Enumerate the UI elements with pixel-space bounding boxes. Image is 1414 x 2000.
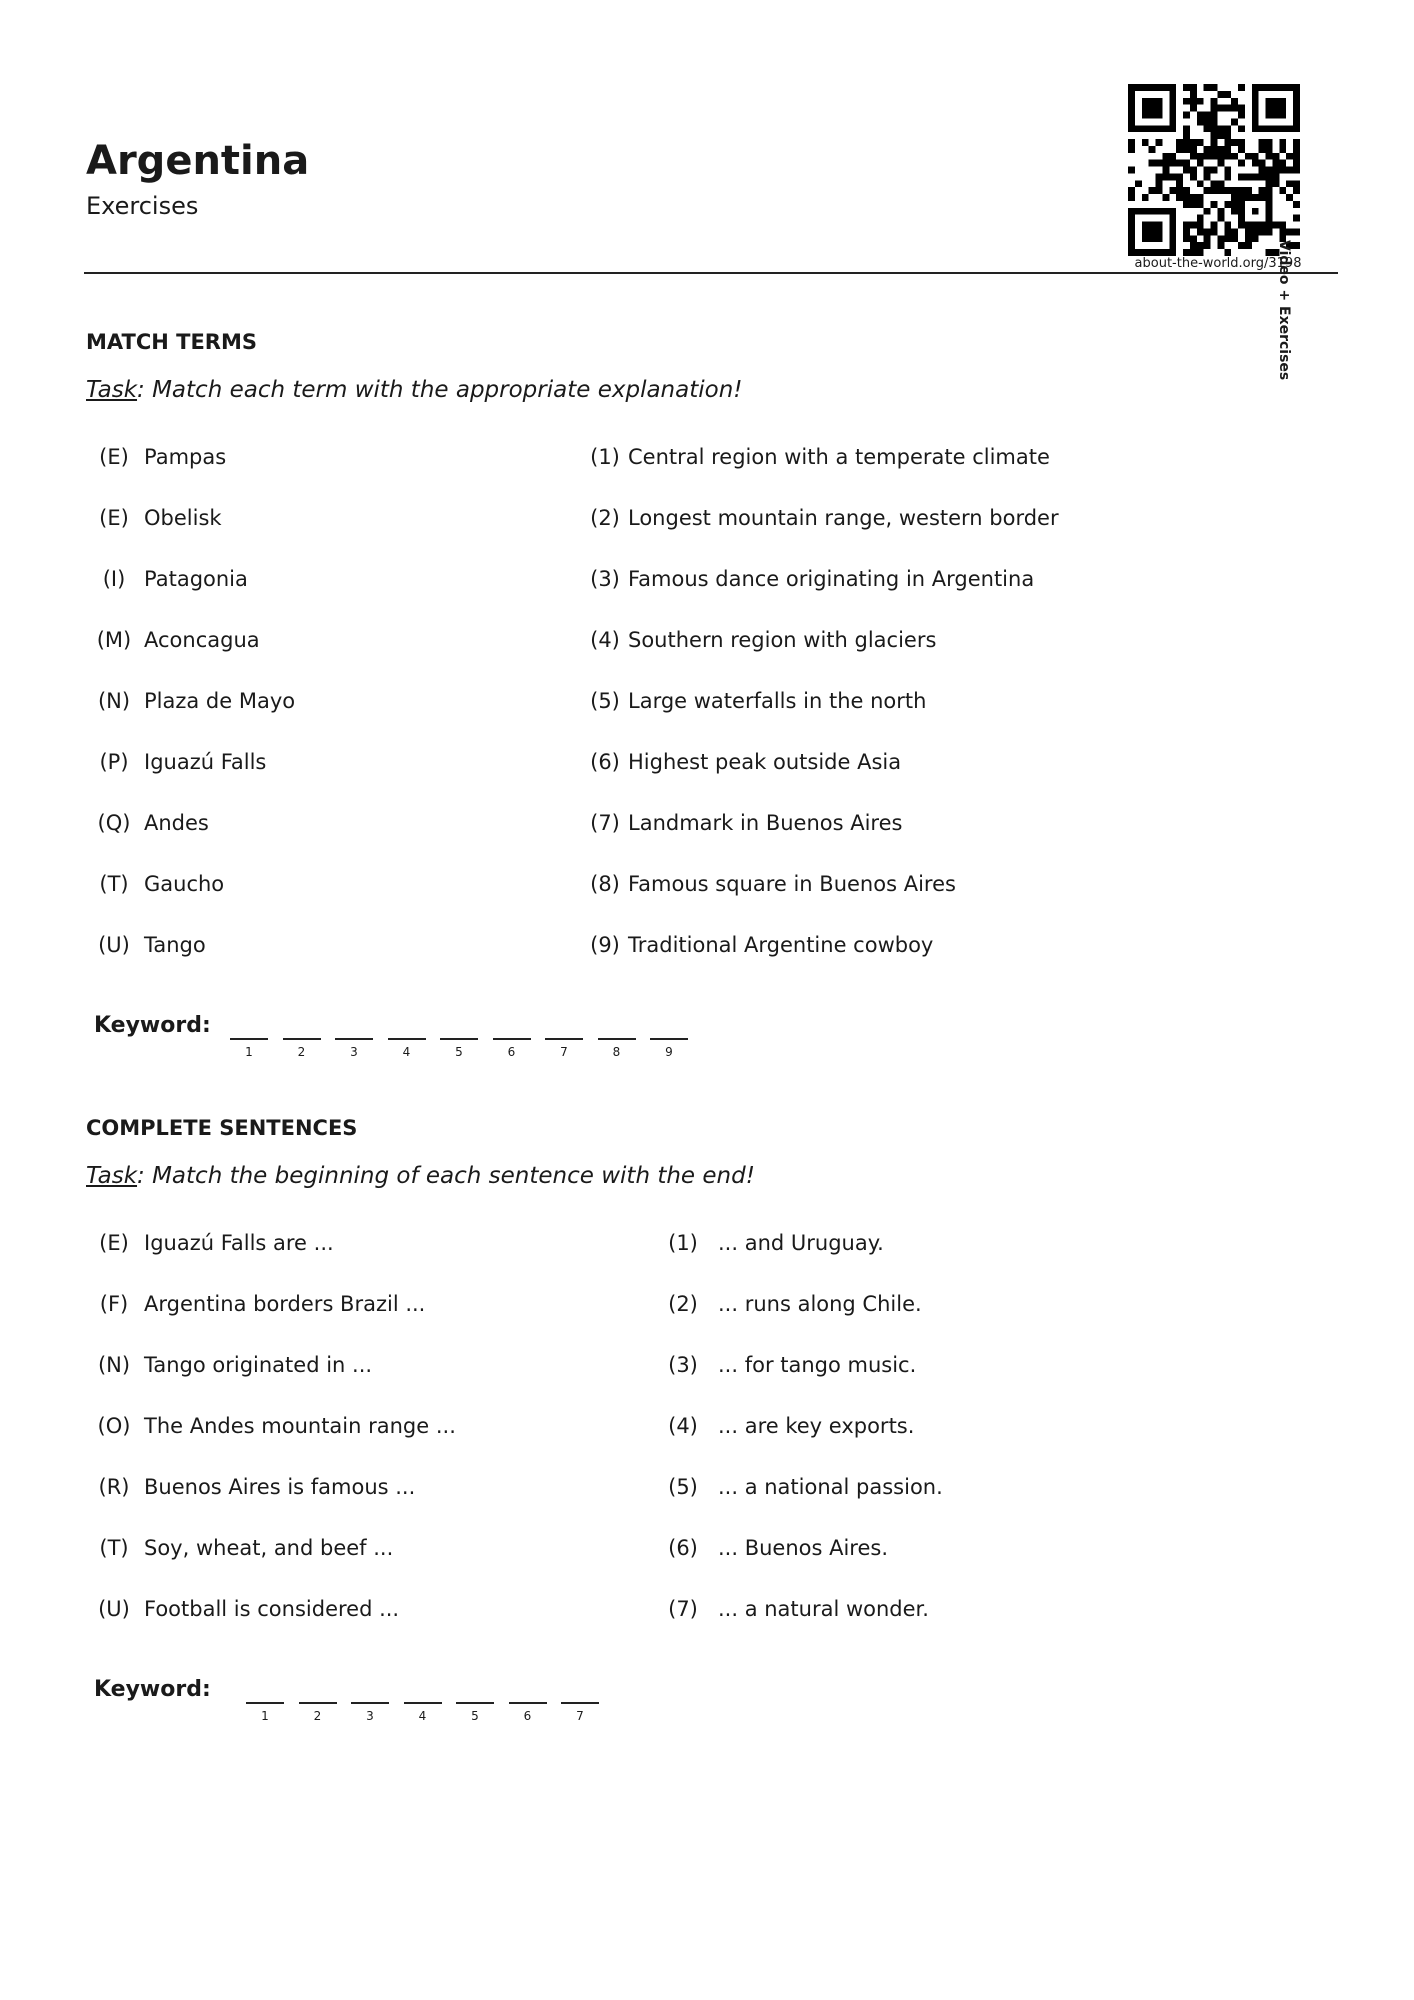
item-code: (3) [590,567,620,591]
keyword-blank[interactable] [561,1702,599,1704]
item-code: (I) [102,567,126,591]
list-item [92,930,206,960]
item-text: Southern region with glaciers [628,628,937,652]
item-code: (T) [99,872,129,896]
task-label: Task [86,377,138,403]
list-item [666,1350,916,1380]
keyword-slot-number: 4 [402,1044,411,1059]
item-text: Large waterfalls in the north [628,689,927,713]
list-item [92,625,260,655]
keyword-blank[interactable] [440,1038,478,1040]
item-text: Buenos Aires is famous ... [144,1475,416,1499]
item-code: (F) [99,1292,129,1316]
item-text: ... and Uruguay. [718,1231,884,1255]
item-text: Landmark in Buenos Aires [628,811,903,835]
keyword-blank[interactable] [404,1702,442,1704]
list-item [92,1472,415,1502]
item-text: Iguazú Falls are ... [144,1231,334,1255]
item-code: (M) [96,628,132,652]
item-text: ... a natural wonder. [718,1597,929,1621]
item-text: Obelisk [144,506,222,530]
keyword-blank[interactable] [650,1038,688,1040]
item-text: Gaucho [144,872,225,896]
item-code: (8) [590,872,620,896]
keyword-slot[interactable] [598,1038,636,1059]
keyword-slot[interactable] [650,1038,688,1059]
keyword-slot-number: 5 [455,1044,463,1059]
keyword-slot[interactable] [561,1702,599,1723]
item-code: (R) [98,1475,130,1499]
keyword-slot[interactable] [283,1038,321,1059]
keyword-slot-number: 7 [576,1708,584,1723]
item-code: (P) [99,750,129,774]
item-code: (5) [590,689,620,713]
item-code: (T) [99,1536,129,1560]
item-text: Plaza de Mayo [144,689,296,713]
list-item [92,564,248,594]
item-text: Central region with a temperate climate [628,445,1050,469]
keyword-slot[interactable] [456,1702,494,1723]
list-item [666,1289,922,1319]
item-text: Andes [144,811,209,835]
item-text: Tango [144,933,206,957]
item-code: (3) [668,1353,698,1377]
keyword-slot[interactable] [493,1038,531,1059]
item-code: (N) [97,1353,131,1377]
item-code: (1) [590,445,620,469]
list-item [92,503,222,533]
list-item [588,808,902,838]
page-title: Argentina [86,138,310,184]
list-item [588,686,926,716]
keyword-slot-number: 3 [350,1044,358,1059]
keyword-slot[interactable] [388,1038,426,1059]
qr-url[interactable]: about-the-world.org/3198 [1134,256,1302,271]
keyword-blank[interactable] [230,1038,268,1040]
item-code: (O) [97,1414,131,1438]
item-code: (U) [98,1597,130,1621]
page-subtitle: Exercises [86,192,199,220]
match-terms-heading: MATCH TERMS [86,330,258,354]
keyword-blank[interactable] [246,1702,284,1704]
list-item [588,930,933,960]
complete-sentences-heading: COMPLETE SENTENCES [86,1116,358,1140]
list-item [666,1228,884,1258]
item-code: (Q) [97,811,131,835]
keyword-slot-number: 4 [418,1708,427,1723]
keyword-blank[interactable] [509,1702,547,1704]
item-text: Iguazú Falls [144,750,267,774]
keyword-blank[interactable] [493,1038,531,1040]
match-terms-keyword-label: Keyword: [94,1013,211,1038]
item-text: ... a national passion. [718,1475,943,1499]
keyword-blank[interactable] [456,1702,494,1704]
list-item [588,442,1050,472]
complete-sentences-keyword-label: Keyword: [94,1677,211,1702]
item-code: (7) [668,1597,698,1621]
list-item [666,1411,914,1441]
keyword-slot-number: 6 [507,1044,516,1059]
item-text: Tango originated in ... [144,1353,373,1377]
list-item [92,869,224,899]
task-text: : Match the beginning of each sentence with the end! [137,1163,755,1189]
list-item [92,686,295,716]
keyword-blank[interactable] [388,1038,426,1040]
item-code: (9) [590,933,620,957]
keyword-slot-number: 6 [523,1708,532,1723]
keyword-blank[interactable] [299,1702,337,1704]
keyword-slot-number: 8 [612,1044,621,1059]
item-code: (4) [590,628,620,652]
item-text: Football is considered ... [144,1597,400,1621]
keyword-blank[interactable] [351,1702,389,1704]
qr-code[interactable] [1126,84,1302,256]
task-label: Task [86,1163,138,1189]
item-text: Patagonia [144,567,248,591]
item-text: ... are key exports. [718,1414,915,1438]
keyword-slot[interactable] [230,1038,268,1059]
item-text: Soy, wheat, and beef ... [144,1536,394,1560]
list-item [92,1228,334,1258]
keyword-blank[interactable] [335,1038,373,1040]
item-text: Highest peak outside Asia [628,750,902,774]
list-item [92,1411,456,1441]
item-code: (U) [98,933,130,957]
list-item [588,564,1034,594]
item-code: (E) [99,506,129,530]
keyword-slot-number: 1 [245,1044,253,1059]
match-terms-task [86,377,743,403]
list-item [92,1350,372,1380]
item-code: (N) [97,689,131,713]
keyword-blank[interactable] [283,1038,321,1040]
keyword-slot-number: 2 [313,1708,322,1723]
list-item [666,1533,888,1563]
list-item [92,808,209,838]
list-item [588,869,956,899]
keyword-slot[interactable] [509,1702,547,1723]
qr-side-label: Video + Exercises [1276,240,1292,381]
keyword-slot-number: 9 [665,1044,673,1059]
item-code: (4) [668,1414,698,1438]
item-code: (E) [99,445,129,469]
header-divider [84,272,1338,274]
item-code: (6) [590,750,620,774]
keyword-slot[interactable] [335,1038,373,1059]
keyword-slot-number: 3 [366,1708,374,1723]
item-text: ... runs along Chile. [718,1292,922,1316]
complete-sentences-task [86,1163,755,1189]
item-code: (E) [99,1231,129,1255]
keyword-slot-number: 5 [471,1708,479,1723]
keyword-slot[interactable] [440,1038,478,1059]
keyword-blank[interactable] [598,1038,636,1040]
keyword-slot[interactable] [246,1702,284,1723]
item-code: (1) [668,1231,698,1255]
list-item [588,747,901,777]
keyword-slot[interactable] [351,1702,389,1723]
item-code: (7) [590,811,620,835]
item-text: Longest mountain range, western border [628,506,1059,530]
item-text: Pampas [144,445,227,469]
item-text: Argentina borders Brazil ... [144,1292,426,1316]
item-code: (6) [668,1536,698,1560]
keyword-slot[interactable] [404,1702,442,1723]
keyword-slot[interactable] [299,1702,337,1723]
item-code: (5) [668,1475,698,1499]
keyword-slot-number: 2 [297,1044,306,1059]
list-item [666,1594,929,1624]
item-code: (2) [668,1292,698,1316]
list-item [666,1472,943,1502]
keyword-blank[interactable] [545,1038,583,1040]
item-text: Traditional Argentine cowboy [628,933,934,957]
keyword-slot-number: 1 [261,1708,269,1723]
item-text: Aconcagua [144,628,260,652]
item-text: ... Buenos Aires. [718,1536,889,1560]
item-text: The Andes mountain range ... [144,1414,456,1438]
item-text: Famous square in Buenos Aires [628,872,956,896]
item-code: (2) [590,506,620,530]
keyword-slot[interactable] [545,1038,583,1059]
item-text: Famous dance originating in Argentina [628,567,1035,591]
qr-code-icon [1126,84,1302,256]
list-item [588,625,936,655]
list-item [588,503,1059,533]
list-item [92,1289,425,1319]
list-item [92,1594,399,1624]
list-item [92,747,266,777]
task-text: : Match each term with the appropriate explanation! [137,377,743,403]
list-item [92,442,226,472]
list-item [92,1533,393,1563]
item-text: ... for tango music. [718,1353,917,1377]
keyword-slot-number: 7 [560,1044,568,1059]
